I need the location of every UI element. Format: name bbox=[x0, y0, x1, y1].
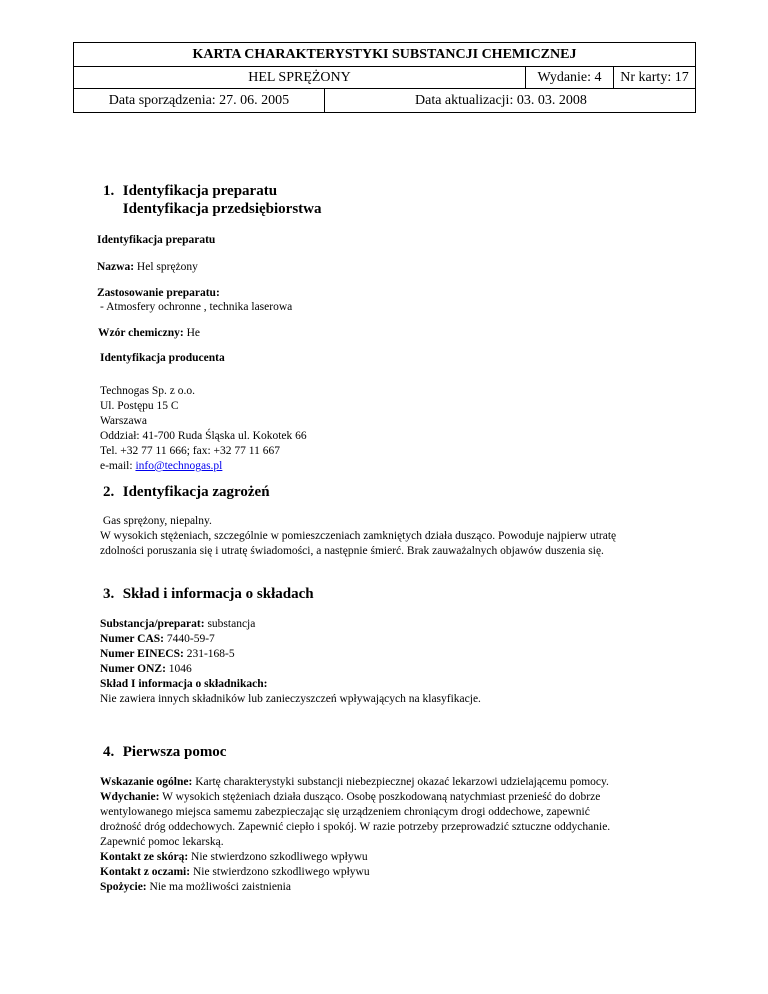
inhalation-line: drożność dróg oddechowych. Zapewnić ciepło i spokój. W razie potrzeby przeprowadzić sztuczne oddychanie. bbox=[100, 821, 611, 833]
section-4-heading bbox=[103, 743, 226, 761]
section-3-number: 3. bbox=[103, 586, 115, 602]
inhalation-field bbox=[100, 790, 700, 805]
einecs-value: 231-168-5 bbox=[186, 648, 235, 660]
section-1-number: 1. bbox=[103, 183, 115, 199]
first-aid-block bbox=[100, 775, 700, 895]
hazards-line: W wysokich stężeniach, szczególnie w pomieszczeniach zamkniętych działa dusząco. Powoduje najpierw utratę bbox=[100, 530, 617, 542]
composition-block bbox=[100, 617, 700, 707]
formula-value: He bbox=[186, 327, 200, 339]
hazards-text bbox=[100, 514, 700, 559]
producer-line: Tel. +32 77 11 666; fax: +32 77 11 667 bbox=[100, 445, 280, 457]
document-title: KARTA CHARAKTERYSTYKI SUBSTANCJI CHEMICZNEJ bbox=[192, 47, 577, 62]
inhalation-line: W wysokich stężeniach działa dusząco. Osobę poszkodowaną natychmiast przenieść do dobrze bbox=[162, 791, 601, 803]
section-1-title-b: Identyfikacja przedsiębiorstwa bbox=[122, 201, 322, 217]
hazards-line: Gas sprężony, niepalny. bbox=[100, 515, 212, 527]
eyes-value: Nie stwierdzono szkodliwego wpływu bbox=[192, 866, 370, 878]
skin-value: Nie stwierdzono szkodliwego wpływu bbox=[191, 851, 368, 863]
general-value: Kartę charakterystyki substancji niebezpiecznej okazać lekarzowi udzielającemu pomocy. bbox=[195, 776, 609, 788]
section-3-title: Skład i informacja o składach bbox=[122, 586, 314, 602]
substance-label: Substancja/preparat: bbox=[100, 618, 205, 630]
general-field bbox=[100, 775, 700, 790]
skin-field bbox=[100, 850, 700, 865]
header-name-row bbox=[74, 67, 695, 89]
eyes-label: Kontakt z oczami: bbox=[100, 866, 191, 878]
subheading-producer: Identyfikacja producenta bbox=[100, 352, 225, 364]
cas-field bbox=[100, 632, 700, 647]
composition-label: Skład I informacja o składnikach: bbox=[100, 678, 268, 690]
card-number: Nr karty: 17 bbox=[613, 67, 695, 88]
inhalation-line: wentylowanego miejsca samemu zabezpieczając się urządzeniem chroniącym drogi oddechowe, zapewnić bbox=[100, 806, 590, 818]
header-table bbox=[73, 42, 696, 113]
cas-value: 7440-59-7 bbox=[166, 633, 215, 645]
issue-number: Wydanie: 4 bbox=[525, 67, 613, 88]
update-date: Data aktualizacji: 03. 03. 2008 bbox=[324, 89, 695, 112]
name-value: Hel sprężony bbox=[136, 261, 198, 273]
inhalation-line: Zapewnić pomoc lekarską. bbox=[100, 836, 224, 848]
producer-line: Oddział: 41-700 Ruda Śląska ul. Kokotek 66 bbox=[100, 430, 307, 442]
onz-value: 1046 bbox=[168, 663, 192, 675]
ingestion-label: Spożycie: bbox=[100, 881, 147, 893]
substance-value: substancja bbox=[207, 618, 256, 630]
section-4-number: 4. bbox=[103, 744, 115, 760]
onz-label: Numer ONZ: bbox=[100, 663, 166, 675]
section-2-heading bbox=[103, 483, 270, 501]
producer-line: Technogas Sp. z o.o. bbox=[100, 385, 196, 397]
producer-address bbox=[100, 384, 700, 474]
name-label: Nazwa: bbox=[97, 261, 135, 273]
section-3-heading bbox=[103, 585, 314, 603]
producer-line: Ul. Postępu 15 C bbox=[100, 400, 179, 412]
substance-name: HEL SPRĘŻONY bbox=[248, 70, 351, 85]
section-1-title-a: Identyfikacja preparatu bbox=[122, 183, 278, 199]
section-2-title: Identyfikacja zagrożeń bbox=[122, 484, 270, 500]
hazards-line: zdolności poruszania się i utratę świadomości, a następnie śmierć. Brak zauważalnych objawów duszenia się. bbox=[100, 545, 604, 557]
inhalation-label: Wdychanie: bbox=[100, 791, 160, 803]
email-line bbox=[100, 459, 700, 474]
formula-label: Wzór chemiczny: bbox=[98, 327, 184, 339]
email-label: e-mail: bbox=[100, 460, 136, 472]
ingestion-field bbox=[100, 880, 700, 895]
composition-value: Nie zawiera innych składników lub zanieczyszczeń wpływających na klasyfikacje. bbox=[100, 693, 481, 705]
formula-field bbox=[98, 326, 698, 341]
creation-date: Data sporządzenia: 27. 06. 2005 bbox=[108, 93, 290, 108]
einecs-label: Numer EINECS: bbox=[100, 648, 184, 660]
ingestion-value: Nie ma możliwości zaistnienia bbox=[149, 881, 291, 893]
onz-field bbox=[100, 662, 700, 677]
general-label: Wskazanie ogólne: bbox=[100, 776, 193, 788]
use-value: - Atmosfery ochronne , technika laserowa bbox=[100, 301, 293, 313]
use-label: Zastosowanie preparatu: bbox=[97, 287, 220, 299]
substance-field bbox=[100, 617, 700, 632]
header-title-row bbox=[74, 43, 695, 67]
subheading-preparation: Identyfikacja preparatu bbox=[97, 234, 216, 246]
eyes-field bbox=[100, 865, 700, 880]
use-field bbox=[97, 286, 697, 301]
cas-label: Numer CAS: bbox=[100, 633, 164, 645]
header-dates-row bbox=[74, 89, 695, 112]
email-link[interactable]: info@technogas.pl bbox=[135, 460, 223, 472]
einecs-field bbox=[100, 647, 700, 662]
name-field bbox=[97, 260, 697, 275]
section-1-heading bbox=[103, 182, 322, 218]
skin-label: Kontakt ze skórą: bbox=[100, 851, 189, 863]
section-2-number: 2. bbox=[103, 484, 115, 500]
producer-line: Warszawa bbox=[100, 415, 147, 427]
section-4-title: Pierwsza pomoc bbox=[122, 744, 227, 760]
